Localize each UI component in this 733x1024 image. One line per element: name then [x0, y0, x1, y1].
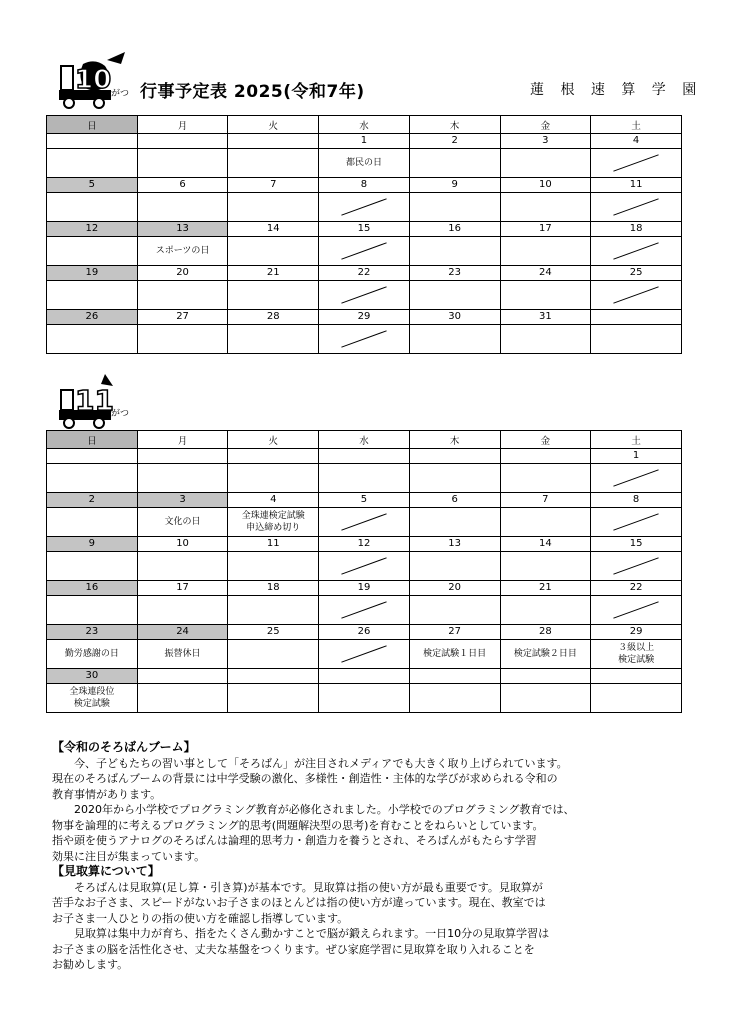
- paragraph-line: お子さまの脳を活性化させ、丈夫な基盤をつくります。ぜひ家庭学習に見取算を取り入れることを: [52, 942, 535, 956]
- date-row: [47, 310, 682, 325]
- closed-day-slash: [613, 513, 658, 530]
- date-cell: 22: [591, 581, 682, 596]
- date-cell: 29: [591, 625, 682, 640]
- date-cell: 22: [319, 266, 410, 281]
- date-cell: 12: [47, 222, 138, 237]
- event-cell: [137, 237, 228, 266]
- date-cell: 12: [319, 537, 410, 552]
- date-cell: 5: [319, 493, 410, 508]
- date-cell: 29: [319, 310, 410, 325]
- event-cell: [591, 325, 682, 354]
- event-cell: [591, 508, 682, 537]
- date-cell: 17: [500, 222, 591, 237]
- event-cell: [500, 684, 591, 713]
- paragraph-line: 教育事情があります。: [52, 787, 162, 801]
- event-cell: [500, 640, 591, 669]
- closed-day-slash: [613, 469, 658, 486]
- event-row: [47, 193, 682, 222]
- event-cell: [409, 508, 500, 537]
- date-cell: 8: [591, 493, 682, 508]
- event-cell: [47, 640, 138, 669]
- date-cell: [137, 669, 228, 684]
- date-cell: 1: [591, 449, 682, 464]
- event-label: 全珠連段位 検定試験: [69, 687, 115, 709]
- date-cell: 19: [47, 266, 138, 281]
- closed-day-slash: [341, 557, 386, 574]
- date-cell: 7: [228, 178, 319, 193]
- event-cell: [47, 684, 138, 713]
- date-cell: 3: [500, 134, 591, 149]
- event-cell: [228, 237, 319, 266]
- date-cell: 9: [47, 537, 138, 552]
- date-cell: 10: [500, 178, 591, 193]
- date-cell: 1: [319, 134, 410, 149]
- date-cell: 6: [137, 178, 228, 193]
- date-cell: 26: [319, 625, 410, 640]
- school-name: 蓮 根 速 算 学 園: [530, 82, 703, 98]
- event-row: [47, 281, 682, 310]
- closed-day-slash: [341, 330, 386, 347]
- date-cell: 27: [409, 625, 500, 640]
- date-cell: 2: [409, 134, 500, 149]
- date-cell: 8: [319, 178, 410, 193]
- weekday-header: 土: [591, 431, 682, 449]
- event-row: [47, 684, 682, 713]
- weekday-header: 日: [47, 431, 138, 449]
- date-cell: 14: [228, 222, 319, 237]
- event-cell: [409, 464, 500, 493]
- event-label: ３級以上 検定試験: [618, 643, 655, 665]
- date-cell: 16: [47, 581, 138, 596]
- weekday-header: 金: [500, 431, 591, 449]
- date-row: [47, 134, 682, 149]
- logo-number: 11: [75, 384, 114, 417]
- paragraph-line: お子さま一人ひとりの指の使い方を確認し指導しています。: [52, 911, 349, 925]
- date-cell: 24: [137, 625, 228, 640]
- event-cell: [137, 508, 228, 537]
- event-cell: [591, 684, 682, 713]
- date-cell: 28: [228, 310, 319, 325]
- event-cell: [319, 552, 410, 581]
- closed-day-slash: [341, 601, 386, 618]
- event-cell: [47, 508, 138, 537]
- weekday-header-row: [47, 431, 682, 449]
- event-cell: [137, 325, 228, 354]
- closed-day-slash: [613, 286, 658, 303]
- event-cell: [319, 325, 410, 354]
- paragraph-line: 指や頭を使うアナログのそろばんは論理的思考力・創造力を養うとされ、そろばんがもたらす学習: [52, 834, 537, 847]
- paragraph: 2020年から小学校でプログラミング教育が必修化されました。小学校でのプログラミング教育では、: [74, 803, 575, 816]
- weekday-header: 日: [47, 116, 138, 134]
- event-cell: [47, 149, 138, 178]
- event-row: [47, 149, 682, 178]
- event-cell: [228, 552, 319, 581]
- date-cell: 6: [409, 493, 500, 508]
- event-cell: [591, 552, 682, 581]
- event-row: [47, 640, 682, 669]
- date-row: [47, 537, 682, 552]
- paragraph-line: 効果に注目が集まっています。: [52, 849, 206, 863]
- closed-day-slash: [613, 154, 658, 171]
- event-cell: [47, 552, 138, 581]
- paragraph: 見取算は集中力が育ち、指をたくさん動かすことで脳が鍛えられます。一日10分の見取算学習は: [74, 927, 550, 940]
- closed-day-slash: [613, 601, 658, 618]
- notes-section: [52, 740, 692, 973]
- logo-suffix: がつ: [111, 409, 130, 419]
- event-label: 振替休日: [164, 649, 201, 659]
- date-cell: 21: [500, 581, 591, 596]
- event-cell: [500, 464, 591, 493]
- weekday-header: 水: [319, 431, 410, 449]
- closed-day-slash: [613, 557, 658, 574]
- date-cell: [591, 310, 682, 325]
- event-row: [47, 508, 682, 537]
- event-cell: [228, 640, 319, 669]
- date-cell: 15: [591, 537, 682, 552]
- date-cell: [500, 449, 591, 464]
- date-cell: 15: [319, 222, 410, 237]
- weekday-header: 木: [409, 431, 500, 449]
- date-cell: 27: [137, 310, 228, 325]
- paragraph: 今、子どもたちの習い事として「そろばん」が注目されメディアでも大きく取り上げられています。: [74, 756, 568, 770]
- event-label: 検定試験２日目: [513, 649, 577, 659]
- event-cell: [500, 281, 591, 310]
- date-row: [47, 625, 682, 640]
- date-cell: 4: [228, 493, 319, 508]
- weekday-header: 水: [319, 116, 410, 134]
- event-cell: [319, 281, 410, 310]
- date-cell: 2: [47, 493, 138, 508]
- date-cell: [409, 669, 500, 684]
- event-label: 全珠連検定試験 申込締め切り: [241, 511, 305, 533]
- event-cell: [319, 237, 410, 266]
- event-cell: [228, 281, 319, 310]
- weekday-header: 火: [228, 431, 319, 449]
- section-title: 【令和のそろばんブーム】: [52, 740, 196, 754]
- paragraph-line: 現在のそろばんブームの背景には中学受験の激化、多様性・創造性・主体的な学びが求められる令和の: [52, 772, 558, 785]
- date-cell: 19: [319, 581, 410, 596]
- event-cell: [591, 464, 682, 493]
- date-row: [47, 449, 682, 464]
- closed-day-slash: [341, 198, 386, 215]
- event-cell: [591, 193, 682, 222]
- date-cell: [591, 669, 682, 684]
- page-title: 行事予定表 2025(令和7年): [140, 82, 365, 102]
- event-row: [47, 596, 682, 625]
- event-cell: [228, 684, 319, 713]
- date-cell: [228, 134, 319, 149]
- weekday-header: 土: [591, 116, 682, 134]
- date-cell: 7: [500, 493, 591, 508]
- paragraph-line: 苦手なお子さま、スピードがないお子さまのほとんどは指の使い方が違っています。現在、教室では: [52, 896, 546, 909]
- date-cell: 10: [137, 537, 228, 552]
- event-cell: [137, 596, 228, 625]
- event-cell: [500, 552, 591, 581]
- date-cell: 30: [47, 669, 138, 684]
- event-cell: [319, 508, 410, 537]
- date-cell: 13: [409, 537, 500, 552]
- event-label: 勤労感謝の日: [64, 649, 119, 659]
- event-cell: [137, 684, 228, 713]
- date-cell: 3: [137, 493, 228, 508]
- event-label: スポーツの日: [155, 246, 210, 256]
- date-cell: [137, 449, 228, 464]
- event-cell: [137, 281, 228, 310]
- event-cell: [47, 237, 138, 266]
- november-calendar: [46, 430, 682, 713]
- event-label: 都民の日: [345, 158, 382, 168]
- event-cell: [319, 193, 410, 222]
- paragraph: そろばんは見取算(足し算・引き算)が基本です。見取算は指の使い方が最も重要です。見取算が: [74, 880, 543, 894]
- event-cell: [137, 640, 228, 669]
- event-cell: [591, 237, 682, 266]
- event-cell: [500, 193, 591, 222]
- event-cell: [409, 684, 500, 713]
- event-cell: [409, 281, 500, 310]
- date-cell: 23: [409, 266, 500, 281]
- page-header: [0, 0, 733, 110]
- paragraph-line: お勧めします。: [52, 958, 129, 971]
- event-cell: [319, 149, 410, 178]
- closed-day-slash: [341, 513, 386, 530]
- event-cell: [409, 237, 500, 266]
- event-label: 文化の日: [164, 517, 201, 527]
- date-cell: [319, 449, 410, 464]
- event-cell: [319, 464, 410, 493]
- event-cell: [500, 508, 591, 537]
- date-cell: 26: [47, 310, 138, 325]
- event-cell: [228, 464, 319, 493]
- date-cell: 9: [409, 178, 500, 193]
- date-cell: 20: [137, 266, 228, 281]
- event-cell: [319, 684, 410, 713]
- event-cell: [137, 552, 228, 581]
- event-cell: [409, 640, 500, 669]
- event-row: [47, 325, 682, 354]
- event-cell: [137, 193, 228, 222]
- event-cell: [500, 149, 591, 178]
- date-cell: [409, 449, 500, 464]
- date-row: [47, 222, 682, 237]
- date-cell: 11: [591, 178, 682, 193]
- weekday-header-row: [47, 116, 682, 134]
- event-cell: [47, 193, 138, 222]
- event-cell: [591, 640, 682, 669]
- event-row: [47, 464, 682, 493]
- november-train-logo: [55, 370, 130, 430]
- event-cell: [409, 596, 500, 625]
- event-cell: [409, 149, 500, 178]
- weekday-header: 火: [228, 116, 319, 134]
- event-cell: [137, 464, 228, 493]
- date-cell: 16: [409, 222, 500, 237]
- date-row: [47, 178, 682, 193]
- event-row: [47, 237, 682, 266]
- event-label: 検定試験１日目: [423, 649, 487, 659]
- date-cell: 13: [137, 222, 228, 237]
- logo-number: 10: [75, 65, 112, 95]
- date-cell: 25: [591, 266, 682, 281]
- event-cell: [47, 596, 138, 625]
- date-cell: 25: [228, 625, 319, 640]
- event-cell: [47, 325, 138, 354]
- october-calendar: [46, 115, 682, 354]
- logo-suffix: がつ: [111, 89, 130, 99]
- event-row: [47, 552, 682, 581]
- event-cell: [228, 508, 319, 537]
- date-cell: [47, 449, 138, 464]
- october-train-logo: [55, 50, 130, 110]
- date-cell: 30: [409, 310, 500, 325]
- event-cell: [409, 552, 500, 581]
- closed-day-slash: [341, 242, 386, 259]
- date-cell: [228, 449, 319, 464]
- event-cell: [500, 237, 591, 266]
- date-cell: 21: [228, 266, 319, 281]
- date-cell: 23: [47, 625, 138, 640]
- date-cell: 17: [137, 581, 228, 596]
- date-cell: 5: [47, 178, 138, 193]
- event-cell: [228, 596, 319, 625]
- event-cell: [228, 325, 319, 354]
- event-cell: [409, 193, 500, 222]
- date-cell: [47, 134, 138, 149]
- event-cell: [228, 149, 319, 178]
- closed-day-slash: [613, 242, 658, 259]
- date-row: [47, 493, 682, 508]
- date-row: [47, 266, 682, 281]
- weekday-header: 木: [409, 116, 500, 134]
- date-cell: [228, 669, 319, 684]
- event-cell: [47, 281, 138, 310]
- date-row: [47, 669, 682, 684]
- event-cell: [500, 325, 591, 354]
- date-cell: 31: [500, 310, 591, 325]
- paragraph-line: 物事を論理的に考えるプログラミング的思考(問題解決型の思考)を育むことをねらいとしています。: [52, 818, 544, 832]
- date-cell: 18: [591, 222, 682, 237]
- date-cell: 20: [409, 581, 500, 596]
- date-cell: 4: [591, 134, 682, 149]
- event-cell: [319, 640, 410, 669]
- event-cell: [409, 325, 500, 354]
- weekday-header: 月: [137, 116, 228, 134]
- event-cell: [319, 596, 410, 625]
- event-cell: [591, 149, 682, 178]
- event-cell: [591, 596, 682, 625]
- date-cell: 18: [228, 581, 319, 596]
- closed-day-slash: [613, 198, 658, 215]
- date-cell: [137, 134, 228, 149]
- event-cell: [591, 281, 682, 310]
- date-cell: 11: [228, 537, 319, 552]
- section-title: 【見取算について】: [52, 864, 160, 878]
- closed-day-slash: [341, 645, 386, 662]
- weekday-header: 金: [500, 116, 591, 134]
- date-row: [47, 581, 682, 596]
- date-cell: 14: [500, 537, 591, 552]
- event-cell: [47, 464, 138, 493]
- weekday-header: 月: [137, 431, 228, 449]
- date-cell: [319, 669, 410, 684]
- event-cell: [228, 193, 319, 222]
- event-cell: [137, 149, 228, 178]
- date-cell: 28: [500, 625, 591, 640]
- date-cell: 24: [500, 266, 591, 281]
- event-cell: [500, 596, 591, 625]
- closed-day-slash: [341, 286, 386, 303]
- date-cell: [500, 669, 591, 684]
